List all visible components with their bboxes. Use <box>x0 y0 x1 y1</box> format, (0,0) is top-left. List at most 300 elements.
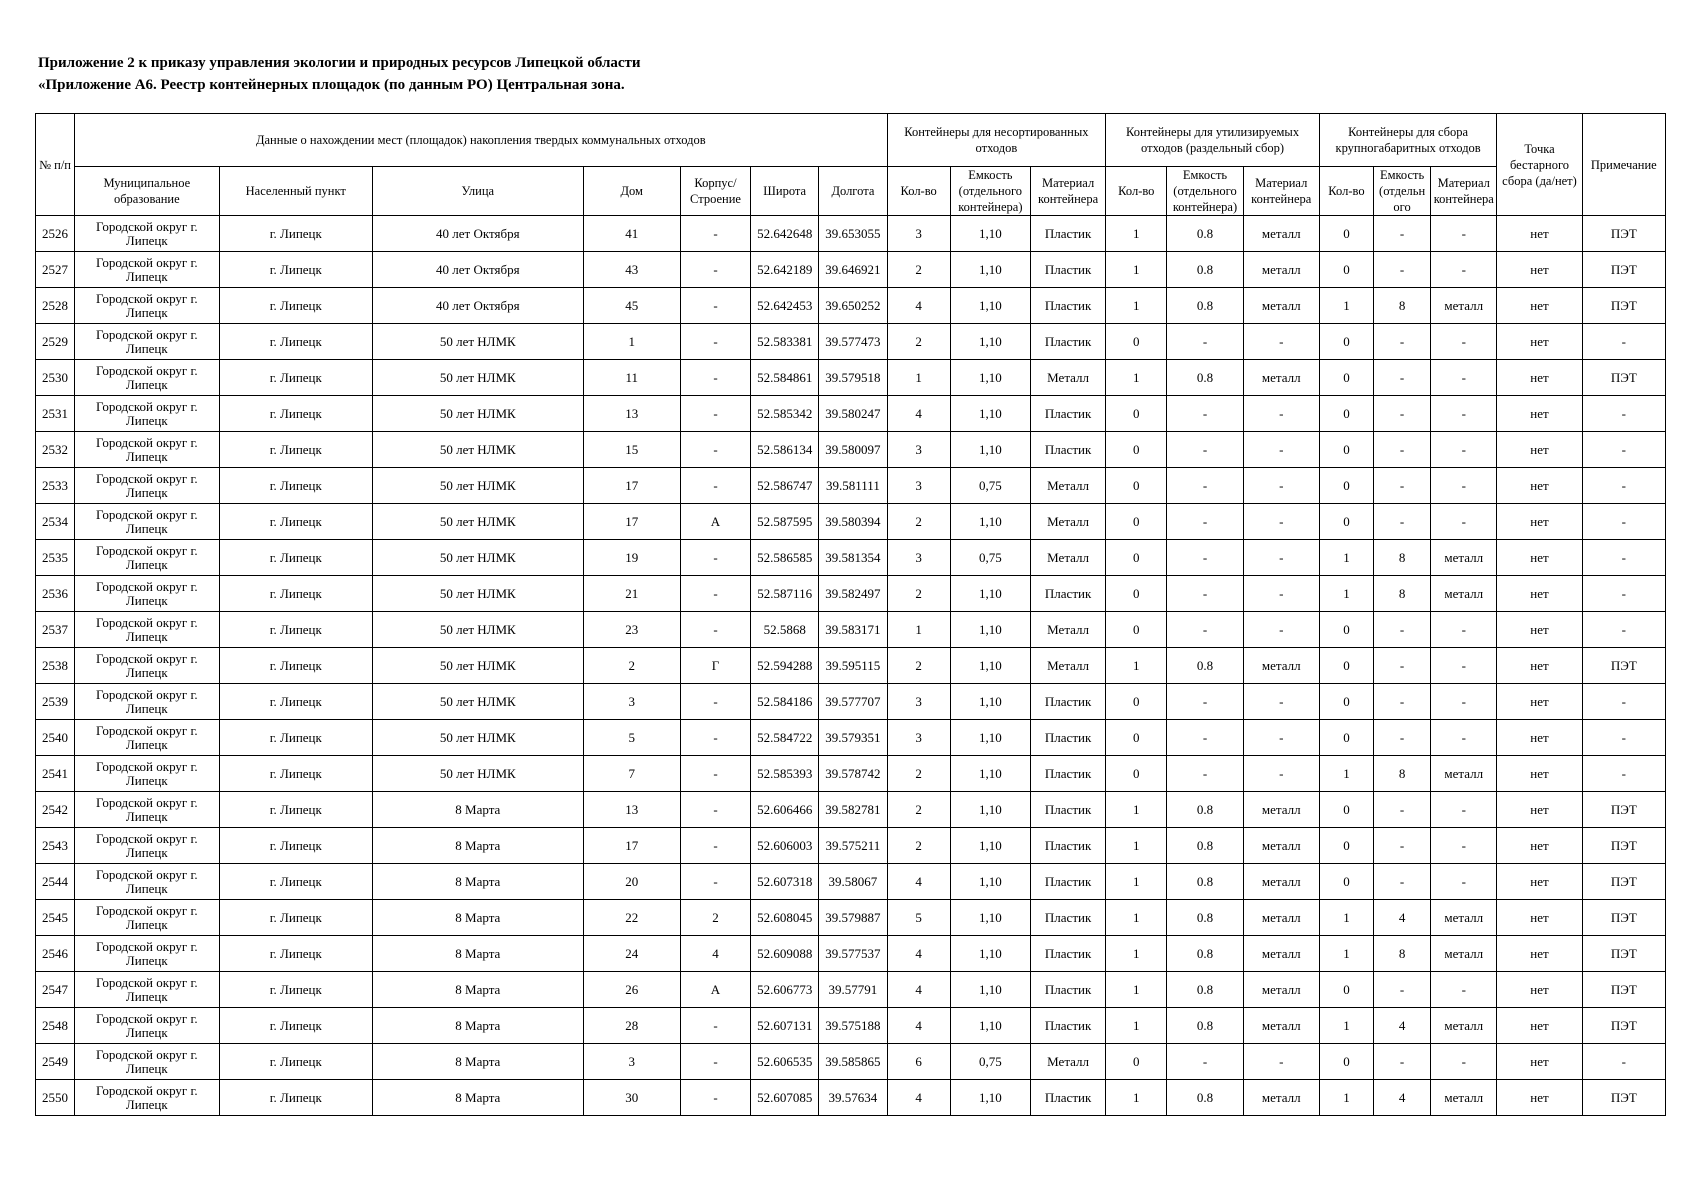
table-row <box>36 216 1666 252</box>
house-cell: 41 <box>583 216 680 252</box>
unsorted-material-cell: Пластик <box>1030 288 1105 324</box>
longitude-cell: 39.585865 <box>819 1044 887 1080</box>
latitude-cell: 52.594288 <box>751 648 819 684</box>
municipality-cell: Городской округ г. Липецк <box>75 756 219 792</box>
unsorted-capacity-cell: 1,10 <box>950 648 1030 684</box>
unsorted-count-cell: 3 <box>887 540 950 576</box>
unsorted-count-cell: 4 <box>887 1008 950 1044</box>
latitude-cell: 52.584186 <box>751 684 819 720</box>
recyclable-capacity-cell: - <box>1167 432 1243 468</box>
note-cell: ПЭТ <box>1582 900 1665 936</box>
bulky-capacity-cell: - <box>1374 684 1431 720</box>
unsorted-count-cell: 1 <box>887 612 950 648</box>
row-num: 2542 <box>36 792 75 828</box>
bagless-cell: нет <box>1497 288 1582 324</box>
unsorted-capacity-cell: 1,10 <box>950 576 1030 612</box>
latitude-cell: 52.585393 <box>751 756 819 792</box>
recyclable-material-cell: металл <box>1243 972 1319 1008</box>
unsorted-count-cell: 3 <box>887 468 950 504</box>
municipality-cell: Городской округ г. Липецк <box>75 612 219 648</box>
street-cell: 40 лет Октября <box>372 288 583 324</box>
street-cell: 50 лет НЛМК <box>372 540 583 576</box>
street-cell: 8 Марта <box>372 792 583 828</box>
recyclable-capacity-cell: - <box>1167 720 1243 756</box>
unsorted-capacity-cell: 1,10 <box>950 1080 1030 1116</box>
municipality-cell: Городской округ г. Липецк <box>75 360 219 396</box>
recyclable-capacity-cell: - <box>1167 540 1243 576</box>
row-num: 2547 <box>36 972 75 1008</box>
bulky-count-cell: 0 <box>1319 324 1373 360</box>
table-row <box>36 936 1666 972</box>
recyclable-capacity-cell: 0.8 <box>1167 360 1243 396</box>
building-cell: - <box>680 756 750 792</box>
table-row <box>36 864 1666 900</box>
unsorted-count-cell: 2 <box>887 504 950 540</box>
house-cell: 11 <box>583 360 680 396</box>
building-cell: - <box>680 864 750 900</box>
settlement-cell: г. Липецк <box>219 216 372 252</box>
unsorted-material-cell: Пластик <box>1030 972 1105 1008</box>
house-cell: 26 <box>583 972 680 1008</box>
container-sites-registry-table <box>35 113 1666 1116</box>
building-cell: А <box>680 504 750 540</box>
recyclable-capacity-cell: 0.8 <box>1167 252 1243 288</box>
municipality-cell: Городской округ г. Липецк <box>75 1008 219 1044</box>
street-cell: 50 лет НЛМК <box>372 468 583 504</box>
bagless-cell: нет <box>1497 432 1582 468</box>
bulky-count-cell: 1 <box>1319 900 1373 936</box>
unsorted-material-cell: Пластик <box>1030 792 1105 828</box>
bagless-cell: нет <box>1497 468 1582 504</box>
street-cell: 50 лет НЛМК <box>372 504 583 540</box>
unsorted-count-cell: 4 <box>887 288 950 324</box>
note-cell: ПЭТ <box>1582 288 1665 324</box>
row-num: 2548 <box>36 1008 75 1044</box>
street-cell: 8 Марта <box>372 900 583 936</box>
recyclable-material-cell: металл <box>1243 1008 1319 1044</box>
bulky-material-cell: - <box>1431 324 1497 360</box>
recyclable-material-cell: - <box>1243 432 1319 468</box>
bagless-cell: нет <box>1497 324 1582 360</box>
bagless-cell: нет <box>1497 720 1582 756</box>
street-cell: 50 лет НЛМК <box>372 648 583 684</box>
recyclable-material-cell: - <box>1243 396 1319 432</box>
bulky-count-cell: 0 <box>1319 1044 1373 1080</box>
municipality-cell: Городской округ г. Липецк <box>75 432 219 468</box>
settlement-cell: г. Липецк <box>219 432 372 468</box>
latitude-cell: 52.606773 <box>751 972 819 1008</box>
house-cell: 17 <box>583 468 680 504</box>
header-recyclable-material: Материал контейнера <box>1243 167 1319 216</box>
latitude-cell: 52.607085 <box>751 1080 819 1116</box>
row-num: 2545 <box>36 900 75 936</box>
bagless-cell: нет <box>1497 1044 1582 1080</box>
bulky-capacity-cell: - <box>1374 1044 1431 1080</box>
note-cell: - <box>1582 612 1665 648</box>
header-municipality: Муниципальное образование <box>75 167 219 216</box>
municipality-cell: Городской округ г. Липецк <box>75 1044 219 1080</box>
recyclable-capacity-cell: 0.8 <box>1167 1008 1243 1044</box>
header-unsorted-count: Кол-во <box>887 167 950 216</box>
bulky-count-cell: 0 <box>1319 360 1373 396</box>
header-unsorted-material: Материал контейнера <box>1030 167 1105 216</box>
recyclable-count-cell: 0 <box>1106 612 1167 648</box>
recyclable-count-cell: 0 <box>1106 576 1167 612</box>
house-cell: 24 <box>583 936 680 972</box>
latitude-cell: 52.587595 <box>751 504 819 540</box>
unsorted-capacity-cell: 1,10 <box>950 756 1030 792</box>
street-cell: 40 лет Октября <box>372 216 583 252</box>
bulky-capacity-cell: - <box>1374 216 1431 252</box>
unsorted-count-cell: 6 <box>887 1044 950 1080</box>
bulky-count-cell: 0 <box>1319 612 1373 648</box>
unsorted-capacity-cell: 1,10 <box>950 792 1030 828</box>
unsorted-count-cell: 3 <box>887 684 950 720</box>
unsorted-material-cell: Пластик <box>1030 252 1105 288</box>
recyclable-count-cell: 0 <box>1106 396 1167 432</box>
unsorted-count-cell: 4 <box>887 396 950 432</box>
bulky-count-cell: 1 <box>1319 936 1373 972</box>
unsorted-count-cell: 5 <box>887 900 950 936</box>
unsorted-capacity-cell: 1,10 <box>950 216 1030 252</box>
house-cell: 13 <box>583 396 680 432</box>
latitude-cell: 52.606003 <box>751 828 819 864</box>
bagless-cell: нет <box>1497 216 1582 252</box>
recyclable-count-cell: 0 <box>1106 756 1167 792</box>
municipality-cell: Городской округ г. Липецк <box>75 648 219 684</box>
longitude-cell: 39.595115 <box>819 648 887 684</box>
bulky-capacity-cell: - <box>1374 648 1431 684</box>
street-cell: 50 лет НЛМК <box>372 432 583 468</box>
latitude-cell: 52.642189 <box>751 252 819 288</box>
unsorted-count-cell: 2 <box>887 792 950 828</box>
header-note: Примечание <box>1582 114 1665 216</box>
recyclable-material-cell: - <box>1243 576 1319 612</box>
bulky-count-cell: 0 <box>1319 648 1373 684</box>
table-row <box>36 828 1666 864</box>
unsorted-capacity-cell: 1,10 <box>950 612 1030 648</box>
recyclable-count-cell: 0 <box>1106 720 1167 756</box>
unsorted-material-cell: Пластик <box>1030 576 1105 612</box>
header-bulky-group: Контейнеры для сбора крупногабаритных отходов <box>1319 114 1497 167</box>
recyclable-material-cell: - <box>1243 756 1319 792</box>
bulky-capacity-cell: - <box>1374 504 1431 540</box>
unsorted-count-cell: 3 <box>887 432 950 468</box>
bulky-material-cell: - <box>1431 360 1497 396</box>
recyclable-capacity-cell: - <box>1167 756 1243 792</box>
settlement-cell: г. Липецк <box>219 972 372 1008</box>
bulky-capacity-cell: - <box>1374 612 1431 648</box>
bulky-count-cell: 1 <box>1319 1008 1373 1044</box>
note-cell: ПЭТ <box>1582 216 1665 252</box>
row-num: 2528 <box>36 288 75 324</box>
recyclable-count-cell: 0 <box>1106 540 1167 576</box>
unsorted-capacity-cell: 0,75 <box>950 468 1030 504</box>
document-title-block <box>38 52 641 96</box>
municipality-cell: Городской округ г. Липецк <box>75 576 219 612</box>
recyclable-count-cell: 1 <box>1106 828 1167 864</box>
note-cell: ПЭТ <box>1582 828 1665 864</box>
table-row <box>36 252 1666 288</box>
building-cell: - <box>680 468 750 504</box>
settlement-cell: г. Липецк <box>219 504 372 540</box>
bulky-capacity-cell: - <box>1374 720 1431 756</box>
recyclable-count-cell: 1 <box>1106 360 1167 396</box>
unsorted-capacity-cell: 1,10 <box>950 720 1030 756</box>
recyclable-count-cell: 1 <box>1106 288 1167 324</box>
longitude-cell: 39.581354 <box>819 540 887 576</box>
street-cell: 50 лет НЛМК <box>372 612 583 648</box>
bagless-cell: нет <box>1497 540 1582 576</box>
bulky-capacity-cell: 4 <box>1374 900 1431 936</box>
building-cell: - <box>680 396 750 432</box>
recyclable-count-cell: 1 <box>1106 900 1167 936</box>
unsorted-capacity-cell: 1,10 <box>950 360 1030 396</box>
note-cell: - <box>1582 684 1665 720</box>
house-cell: 23 <box>583 612 680 648</box>
latitude-cell: 52.586747 <box>751 468 819 504</box>
recyclable-capacity-cell: - <box>1167 1044 1243 1080</box>
table-row <box>36 792 1666 828</box>
header-bulky-capacity: Емкость (отдельн ого <box>1374 167 1431 216</box>
building-cell: - <box>680 792 750 828</box>
bulky-capacity-cell: 8 <box>1374 936 1431 972</box>
recyclable-capacity-cell: - <box>1167 576 1243 612</box>
recyclable-material-cell: - <box>1243 540 1319 576</box>
bulky-capacity-cell: 4 <box>1374 1080 1431 1116</box>
bulky-capacity-cell: - <box>1374 864 1431 900</box>
building-cell: - <box>680 360 750 396</box>
settlement-cell: г. Липецк <box>219 1008 372 1044</box>
bulky-material-cell: - <box>1431 216 1497 252</box>
unsorted-material-cell: Пластик <box>1030 324 1105 360</box>
street-cell: 50 лет НЛМК <box>372 324 583 360</box>
table-row <box>36 756 1666 792</box>
unsorted-count-cell: 3 <box>887 720 950 756</box>
street-cell: 8 Марта <box>372 828 583 864</box>
house-cell: 2 <box>583 648 680 684</box>
bulky-count-cell: 0 <box>1319 720 1373 756</box>
bulky-material-cell: - <box>1431 396 1497 432</box>
recyclable-count-cell: 0 <box>1106 324 1167 360</box>
recyclable-count-cell: 0 <box>1106 468 1167 504</box>
row-num: 2532 <box>36 432 75 468</box>
bulky-material-cell: металл <box>1431 1008 1497 1044</box>
row-num: 2535 <box>36 540 75 576</box>
bagless-cell: нет <box>1497 648 1582 684</box>
bulky-count-cell: 0 <box>1319 252 1373 288</box>
longitude-cell: 39.579518 <box>819 360 887 396</box>
longitude-cell: 39.575211 <box>819 828 887 864</box>
settlement-cell: г. Липецк <box>219 1044 372 1080</box>
building-cell: - <box>680 684 750 720</box>
house-cell: 17 <box>583 504 680 540</box>
building-cell: - <box>680 720 750 756</box>
note-cell: ПЭТ <box>1582 360 1665 396</box>
unsorted-capacity-cell: 1,10 <box>950 504 1030 540</box>
house-cell: 43 <box>583 252 680 288</box>
row-num: 2534 <box>36 504 75 540</box>
street-cell: 50 лет НЛМК <box>372 360 583 396</box>
unsorted-material-cell: Пластик <box>1030 684 1105 720</box>
municipality-cell: Городской округ г. Липецк <box>75 972 219 1008</box>
longitude-cell: 39.577537 <box>819 936 887 972</box>
street-cell: 50 лет НЛМК <box>372 756 583 792</box>
unsorted-count-cell: 2 <box>887 576 950 612</box>
building-cell: - <box>680 540 750 576</box>
note-cell: - <box>1582 576 1665 612</box>
header-lat: Широта <box>751 167 819 216</box>
bulky-count-cell: 1 <box>1319 576 1373 612</box>
recyclable-count-cell: 0 <box>1106 504 1167 540</box>
unsorted-capacity-cell: 0,75 <box>950 540 1030 576</box>
longitude-cell: 39.583171 <box>819 612 887 648</box>
settlement-cell: г. Липецк <box>219 252 372 288</box>
note-cell: ПЭТ <box>1582 972 1665 1008</box>
recyclable-count-cell: 1 <box>1106 864 1167 900</box>
recyclable-capacity-cell: 0.8 <box>1167 864 1243 900</box>
recyclable-material-cell: - <box>1243 720 1319 756</box>
bulky-capacity-cell: 8 <box>1374 540 1431 576</box>
street-cell: 50 лет НЛМК <box>372 684 583 720</box>
unsorted-capacity-cell: 1,10 <box>950 432 1030 468</box>
bulky-capacity-cell: - <box>1374 828 1431 864</box>
longitude-cell: 39.57634 <box>819 1080 887 1116</box>
settlement-cell: г. Липецк <box>219 612 372 648</box>
unsorted-material-cell: Металл <box>1030 540 1105 576</box>
recyclable-material-cell: металл <box>1243 864 1319 900</box>
recyclable-capacity-cell: - <box>1167 324 1243 360</box>
unsorted-material-cell: Металл <box>1030 648 1105 684</box>
unsorted-material-cell: Пластик <box>1030 864 1105 900</box>
recyclable-capacity-cell: 0.8 <box>1167 1080 1243 1116</box>
recyclable-count-cell: 1 <box>1106 1008 1167 1044</box>
unsorted-material-cell: Металл <box>1030 468 1105 504</box>
document-title-line1: Приложение 2 к приказу управления экологии и природных ресурсов Липецкой области <box>38 55 641 71</box>
note-cell: - <box>1582 432 1665 468</box>
recyclable-material-cell: металл <box>1243 252 1319 288</box>
bulky-material-cell: - <box>1431 684 1497 720</box>
bulky-count-cell: 0 <box>1319 504 1373 540</box>
latitude-cell: 52.607318 <box>751 864 819 900</box>
recyclable-count-cell: 0 <box>1106 1044 1167 1080</box>
bulky-count-cell: 1 <box>1319 288 1373 324</box>
table-row <box>36 540 1666 576</box>
header-bagless: Точка бестарного сбора (да/нет) <box>1497 114 1582 216</box>
latitude-cell: 52.585342 <box>751 396 819 432</box>
street-cell: 8 Марта <box>372 1080 583 1116</box>
table-row <box>36 648 1666 684</box>
street-cell: 8 Марта <box>372 864 583 900</box>
longitude-cell: 39.579887 <box>819 900 887 936</box>
latitude-cell: 52.587116 <box>751 576 819 612</box>
latitude-cell: 52.584722 <box>751 720 819 756</box>
row-num: 2529 <box>36 324 75 360</box>
longitude-cell: 39.577707 <box>819 684 887 720</box>
note-cell: - <box>1582 756 1665 792</box>
note-cell: - <box>1582 468 1665 504</box>
header-street: Улица <box>372 167 583 216</box>
building-cell: - <box>680 612 750 648</box>
bulky-material-cell: металл <box>1431 936 1497 972</box>
recyclable-count-cell: 1 <box>1106 252 1167 288</box>
unsorted-capacity-cell: 1,10 <box>950 684 1030 720</box>
street-cell: 8 Марта <box>372 936 583 972</box>
bulky-material-cell: - <box>1431 468 1497 504</box>
street-cell: 8 Марта <box>372 1044 583 1080</box>
settlement-cell: г. Липецк <box>219 324 372 360</box>
row-num: 2546 <box>36 936 75 972</box>
longitude-cell: 39.581111 <box>819 468 887 504</box>
bulky-material-cell: металл <box>1431 288 1497 324</box>
bulky-material-cell: металл <box>1431 900 1497 936</box>
recyclable-capacity-cell: - <box>1167 468 1243 504</box>
recyclable-count-cell: 1 <box>1106 648 1167 684</box>
house-cell: 21 <box>583 576 680 612</box>
longitude-cell: 39.582781 <box>819 792 887 828</box>
recyclable-material-cell: металл <box>1243 828 1319 864</box>
building-cell: - <box>680 252 750 288</box>
unsorted-count-cell: 2 <box>887 324 950 360</box>
building-cell: - <box>680 324 750 360</box>
recyclable-material-cell: - <box>1243 1044 1319 1080</box>
table-row <box>36 504 1666 540</box>
header-bulky-count: Кол-во <box>1319 167 1373 216</box>
unsorted-count-cell: 2 <box>887 252 950 288</box>
recyclable-count-cell: 1 <box>1106 936 1167 972</box>
bulky-capacity-cell: - <box>1374 972 1431 1008</box>
street-cell: 50 лет НЛМК <box>372 396 583 432</box>
recyclable-material-cell: металл <box>1243 900 1319 936</box>
bulky-count-cell: 0 <box>1319 396 1373 432</box>
unsorted-material-cell: Металл <box>1030 1044 1105 1080</box>
longitude-cell: 39.582497 <box>819 576 887 612</box>
bagless-cell: нет <box>1497 936 1582 972</box>
building-cell: - <box>680 828 750 864</box>
unsorted-capacity-cell: 1,10 <box>950 288 1030 324</box>
latitude-cell: 52.586134 <box>751 432 819 468</box>
row-num: 2536 <box>36 576 75 612</box>
note-cell: - <box>1582 504 1665 540</box>
note-cell: ПЭТ <box>1582 792 1665 828</box>
street-cell: 50 лет НЛМК <box>372 720 583 756</box>
settlement-cell: г. Липецк <box>219 756 372 792</box>
house-cell: 13 <box>583 792 680 828</box>
unsorted-count-cell: 2 <box>887 648 950 684</box>
settlement-cell: г. Липецк <box>219 936 372 972</box>
note-cell: - <box>1582 324 1665 360</box>
note-cell: ПЭТ <box>1582 936 1665 972</box>
recyclable-count-cell: 0 <box>1106 432 1167 468</box>
bulky-count-cell: 0 <box>1319 972 1373 1008</box>
settlement-cell: г. Липецк <box>219 288 372 324</box>
building-cell: - <box>680 432 750 468</box>
house-cell: 19 <box>583 540 680 576</box>
house-cell: 30 <box>583 1080 680 1116</box>
table-row <box>36 324 1666 360</box>
bulky-material-cell: - <box>1431 792 1497 828</box>
house-cell: 22 <box>583 900 680 936</box>
unsorted-count-cell: 1 <box>887 360 950 396</box>
note-cell: - <box>1582 1044 1665 1080</box>
municipality-cell: Городской округ г. Липецк <box>75 684 219 720</box>
unsorted-material-cell: Пластик <box>1030 756 1105 792</box>
header-location-group: Данные о нахождении мест (площадок) накопления твердых коммунальных отходов <box>75 114 887 167</box>
bulky-capacity-cell: - <box>1374 396 1431 432</box>
bulky-material-cell: - <box>1431 720 1497 756</box>
street-cell: 8 Марта <box>372 972 583 1008</box>
bulky-material-cell: металл <box>1431 576 1497 612</box>
